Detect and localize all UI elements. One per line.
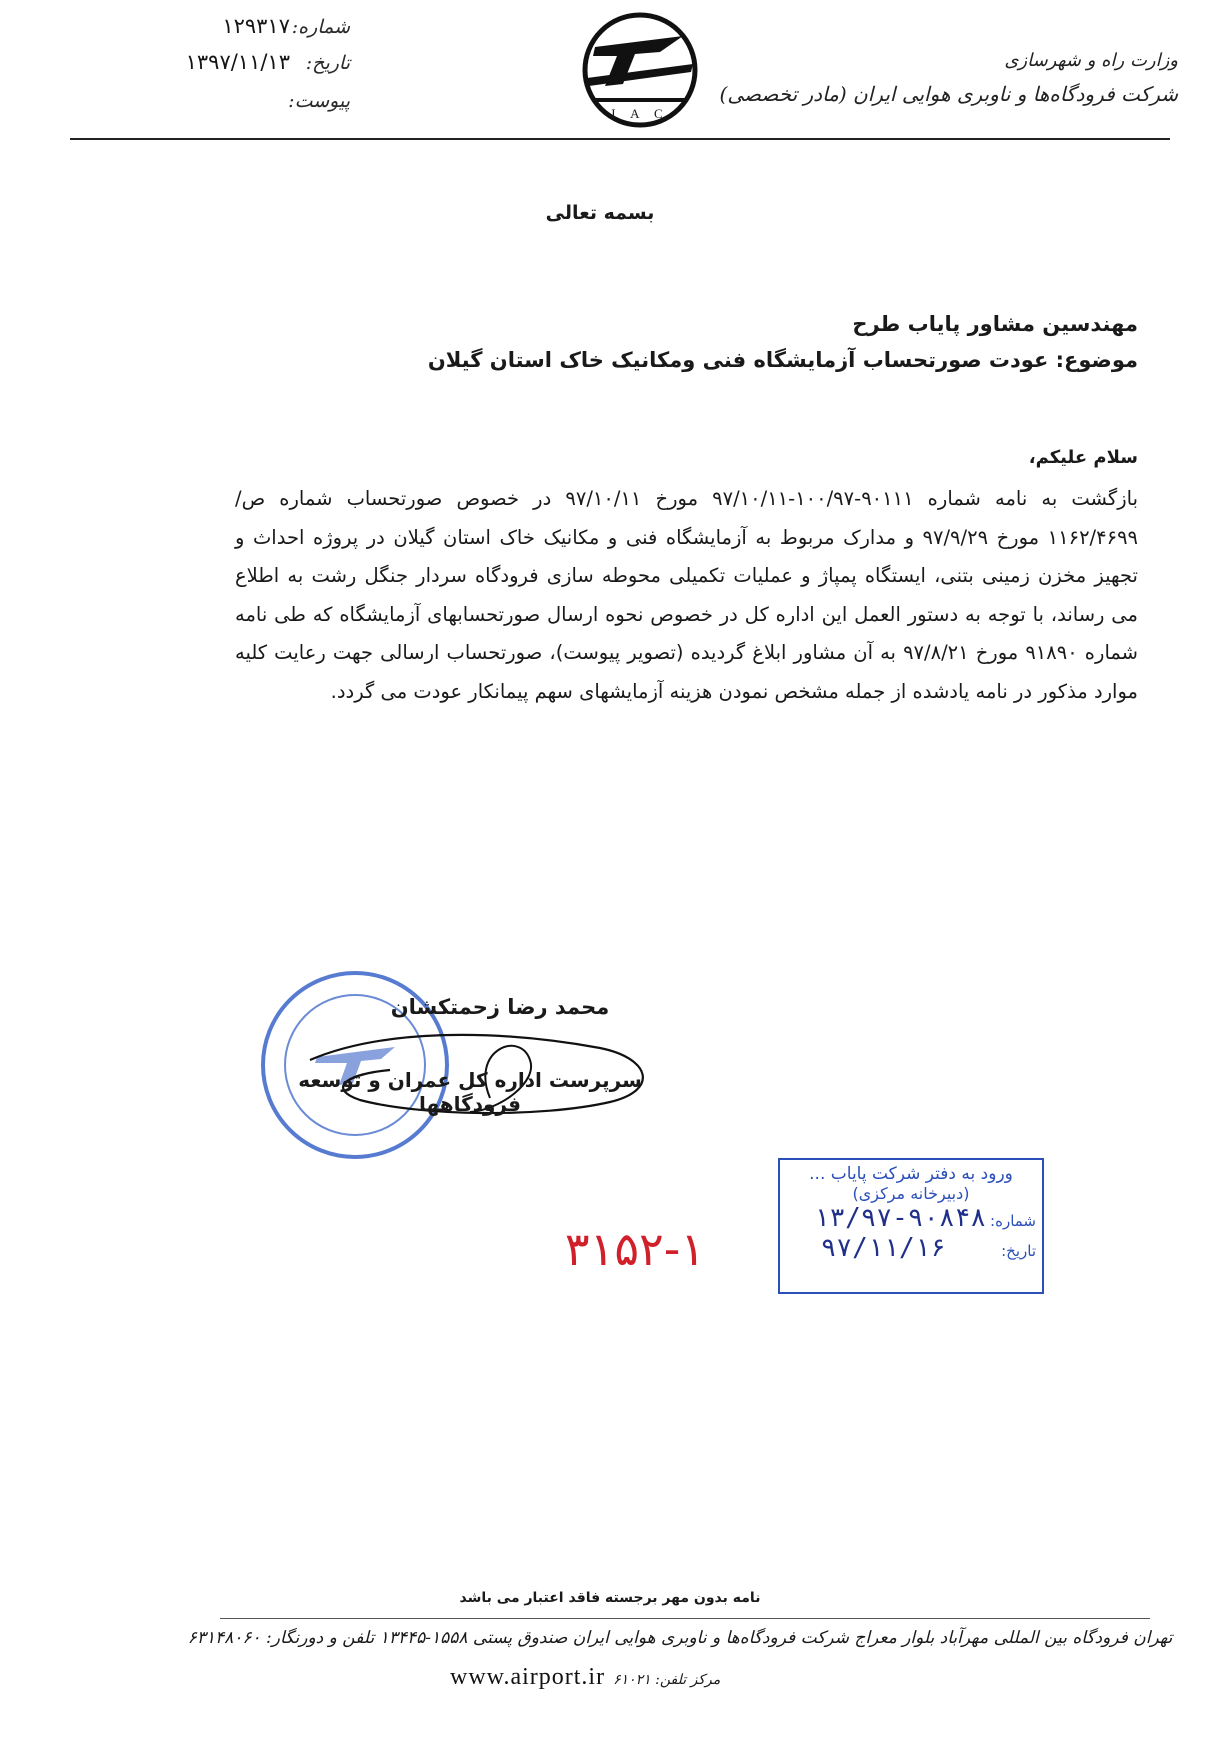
- date-row: [150, 50, 350, 90]
- attachment-row: [150, 90, 350, 126]
- attachment-label: پیوست:: [288, 90, 350, 112]
- greeting: سلام علیکم،: [1028, 447, 1138, 468]
- footer-address: تهران فرودگاه بین المللی مهرآباد بلوار معراج شرکت فرودگاه‌ها و ناوبری هوایی ایران صندوق پستی ۱۵۵۸-۱۳۴۴۵ تلفن و دورنگار: ۶۳۱۴۸۰۶۰: [187, 1628, 1173, 1648]
- stamp-date-label: تاریخ:: [1001, 1242, 1036, 1260]
- stamp-number: ۱۳/۹۷-۹۰۸۴۸: [813, 1203, 986, 1233]
- stamp-date-row: [780, 1233, 1042, 1263]
- stamp-number-row: [780, 1203, 1042, 1233]
- footer-contact: [450, 1664, 790, 1691]
- footer-note: نامه بدون مهر برجسته فاقد اعتبار می باشد: [459, 1590, 761, 1606]
- company-name: شرکت فرودگاه‌ها و ناوبری هوایی ایران (مادر تخصصی): [719, 82, 1178, 106]
- date-label: تاریخ:: [305, 52, 350, 74]
- signatory-name: محمد رضا زحمتکشان: [390, 995, 610, 1019]
- stamp-number-label: شماره:: [990, 1212, 1036, 1230]
- center-phone: مرکز تلفن: ۶۱۰۲۱: [613, 1672, 721, 1688]
- letter-body: بازگشت به نامه شماره ۹۰۱۱۱-۱۰۰/۹۷-۹۷/۱۰/۱۱ مورخ ۹۷/۱۰/۱۱ در خصوص صورتحساب شماره ص/۱۱۶۲/۴۶۹۹ مورخ ۹۷/۹/۲۹ و مدارک مربوط به آزمایشگاه فنی و مکانیک خاک استان گیلان در پروژه احداث و تجهیز مخزن زمینی بتنی، ایستگاه پمپاژ و عملیات تکمیلی محوطه سازی فرودگاه سردار جنگل رشت به اطلاع می رساند، با توجه به دستور العمل این اداره کل در خصوص نحوه ارسال صورتحسابهای آزمایشگاه که طی نامه شماره ۹۱۸۹۰ مورخ ۹۷/۸/۲۱ به آن مشاور ابلاغ گردیده (تصویر پیوست)، صورتحساب ارسالی جهت رعایت کلیه موارد مذکور در نامه یادشده از جمله مشخص نمودن هزینه آزمایشهای سهم پیمانکار عودت می گردد.: [235, 487, 1139, 703]
- number-row: [150, 14, 350, 50]
- website-link[interactable]: www.airport.ir: [450, 1664, 606, 1690]
- header-divider: [70, 138, 1170, 140]
- footer-divider: [220, 1618, 1150, 1619]
- received-stamp: [778, 1158, 1044, 1294]
- stamp-line-1: ورود به دفتر شرکت پایاب ...: [809, 1164, 1013, 1184]
- subject: موضوع: عودت صورتحساب آزمایشگاه فنی ومکانیک خاک استان گیلان: [427, 348, 1138, 372]
- ministry-name: وزارت راه و شهرسازی: [1004, 50, 1178, 71]
- letter-meta: [150, 14, 350, 126]
- letter-date: ۱۳۹۷/۱۱/۱۳: [185, 50, 290, 74]
- stamp-date: ۹۷/۱۱/۱۶: [820, 1233, 946, 1263]
- handwritten-reference: ۳۱۵۲-۱: [564, 1222, 706, 1276]
- stamp-line-2: (دبیرخانه مرکزی): [852, 1184, 970, 1203]
- signatory-title: سرپرست اداره کل عمران و توسعه فرودگاهها: [298, 1068, 642, 1116]
- recipient: مهندسین مشاور پایاب طرح: [852, 312, 1138, 336]
- logo-text: I A C: [611, 106, 669, 121]
- company-logo: [565, 12, 715, 130]
- letter-number: ۱۲۹۳۱۷: [222, 14, 290, 38]
- number-label: شماره:: [291, 16, 350, 38]
- basmala: بسمه تعالی: [545, 202, 655, 224]
